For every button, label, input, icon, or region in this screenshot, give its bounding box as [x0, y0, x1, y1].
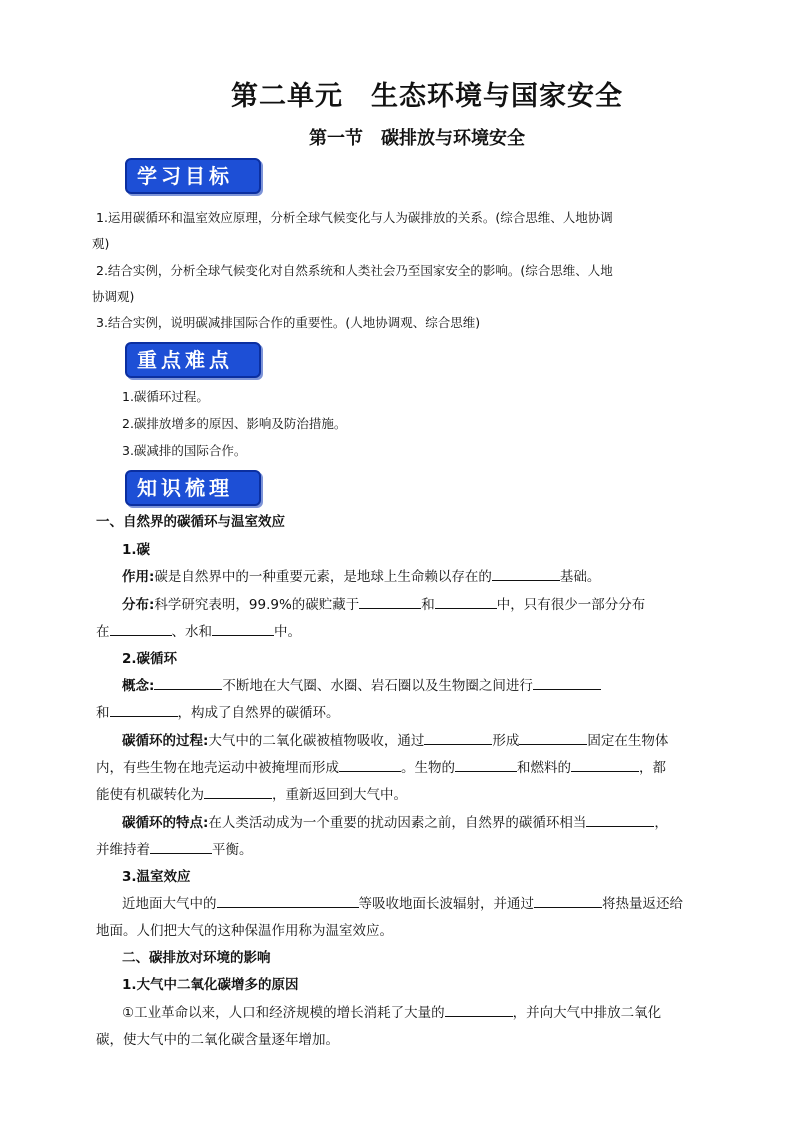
- text: 碳是自然界中的一种重要元素，是地球上生命赖以存在的: [154, 569, 492, 585]
- text: 内，有些生物在地壳运动中被掩埋而形成: [96, 760, 339, 776]
- process-label: 碳循环的过程:: [122, 733, 209, 749]
- cycle-feature: [122, 810, 732, 836]
- fill-blank[interactable]: [435, 594, 497, 609]
- text: 平衡。: [212, 842, 253, 858]
- concept-label: 概念:: [122, 678, 155, 694]
- text: 等吸收地面长波辐射，并通过: [358, 896, 534, 912]
- feature-label: 碳循环的特点:: [122, 815, 209, 831]
- fill-blank[interactable]: [492, 566, 560, 581]
- carbon-distribution-cont: [96, 619, 706, 645]
- objective-line: 1.运用碳循环和温室效应原理，分析全球气候变化与人为碳排放的关系。(综合思维、人地协调: [96, 210, 613, 225]
- section2-p1: [122, 1000, 732, 1026]
- text: ①工业革命以来，人口和经济规模的增长消耗了大量的: [122, 1005, 445, 1021]
- fill-blank[interactable]: [571, 757, 639, 772]
- text: 和: [96, 705, 110, 721]
- text: 中，只有很少一部分分布: [496, 597, 646, 613]
- page-subtitle: 第一节 碳排放与环境安全: [309, 128, 525, 149]
- cycle-process-cont: [96, 755, 706, 781]
- key-points-badge: 重点难点: [125, 342, 261, 378]
- section2-p1-cont: 碳，使大气中的二氧化碳含量逐年增加。: [96, 1032, 339, 1048]
- fill-blank[interactable]: [217, 893, 359, 908]
- text: 和燃料的: [517, 760, 571, 776]
- text: ，: [654, 815, 668, 831]
- fill-blank[interactable]: [519, 730, 587, 745]
- fill-blank[interactable]: [445, 1002, 513, 1017]
- text: 基础。: [559, 569, 601, 585]
- fill-blank[interactable]: [339, 757, 401, 772]
- carbon-heading: 1.碳: [122, 542, 151, 558]
- section2-sub1: 1.大气中二氧化碳增多的原因: [122, 977, 299, 993]
- fill-blank[interactable]: [533, 675, 601, 690]
- text: ，重新返回到大气中。: [272, 787, 407, 803]
- text: 能使有机碳转化为: [96, 787, 204, 803]
- fill-blank[interactable]: [110, 702, 178, 717]
- key-point: 2.碳排放增多的原因、影响及防治措施。: [122, 416, 347, 431]
- text: 在: [96, 624, 110, 640]
- carbon-role: [122, 564, 732, 590]
- text: 和: [421, 597, 435, 613]
- text: ，并向大气中排放二氧化: [512, 1005, 662, 1021]
- text: 在人类活动成为一个重要的扰动因素之前，自然界的碳循环相当: [208, 815, 587, 831]
- text: ，都: [639, 760, 666, 776]
- cycle-feature-cont: [96, 837, 706, 863]
- text: 科学研究表明，99.9%的碳贮藏于: [154, 597, 360, 613]
- key-point: 3.碳减排的国际合作。: [122, 443, 247, 458]
- text: 近地面大气中的: [122, 896, 217, 912]
- text: 固定在生物体: [587, 733, 669, 749]
- fill-blank[interactable]: [424, 730, 492, 745]
- text: 形成: [492, 733, 520, 749]
- cycle-concept: [122, 673, 732, 699]
- objective-line: 2.结合实例，分析全球气候变化对自然系统和人类社会乃至国家安全的影响。(综合思维、人地: [96, 263, 613, 278]
- fill-blank[interactable]: [154, 675, 222, 690]
- greenhouse-text-cont: 地面。人们把大气的这种保温作用称为温室效应。: [96, 923, 393, 939]
- fill-blank[interactable]: [586, 812, 654, 827]
- objective-line: 协调观): [92, 289, 135, 304]
- fill-blank[interactable]: [150, 839, 212, 854]
- section-heading: 一、自然界的碳循环与温室效应: [96, 514, 285, 530]
- objectives-badge: 学习目标: [125, 158, 261, 194]
- cycle-process-cont2: [96, 782, 706, 808]
- text: 将热量返还给: [602, 896, 683, 912]
- text: ，构成了自然界的碳循环。: [177, 705, 340, 721]
- objective-line: 3.结合实例，说明碳减排国际合作的重要性。(人地协调观、综合思维): [96, 315, 481, 330]
- text: 并维持着: [96, 842, 150, 858]
- text: 中。: [274, 624, 301, 640]
- fill-blank[interactable]: [212, 621, 274, 636]
- cycle-process: [122, 728, 732, 754]
- text: 大气中的二氧化碳被植物吸收，通过: [208, 733, 425, 749]
- section2-heading: 二、碳排放对环境的影响: [122, 950, 271, 966]
- greenhouse-text: [122, 891, 732, 917]
- text: 。生物的: [401, 760, 455, 776]
- fill-blank[interactable]: [110, 621, 172, 636]
- fill-blank[interactable]: [534, 893, 602, 908]
- fill-blank[interactable]: [455, 757, 517, 772]
- fill-blank[interactable]: [359, 594, 421, 609]
- page-title: 第二单元 生态环境与国家安全: [231, 81, 623, 112]
- knowledge-badge: 知识梳理: [125, 470, 261, 506]
- objective-line: 观): [92, 236, 110, 251]
- role-label: 作用:: [122, 569, 155, 585]
- fill-blank[interactable]: [204, 784, 272, 799]
- text: 、水和: [171, 624, 212, 640]
- key-point: 1.碳循环过程。: [122, 389, 209, 404]
- dist-label: 分布:: [122, 597, 155, 613]
- cycle-concept-cont: [96, 700, 706, 726]
- cycle-heading: 2.碳循环: [122, 651, 178, 667]
- text: 不断地在大气圈、水圈、岩石圈以及生物圈之间进行: [222, 678, 533, 694]
- greenhouse-heading: 3.温室效应: [122, 869, 191, 885]
- carbon-distribution: [122, 592, 732, 618]
